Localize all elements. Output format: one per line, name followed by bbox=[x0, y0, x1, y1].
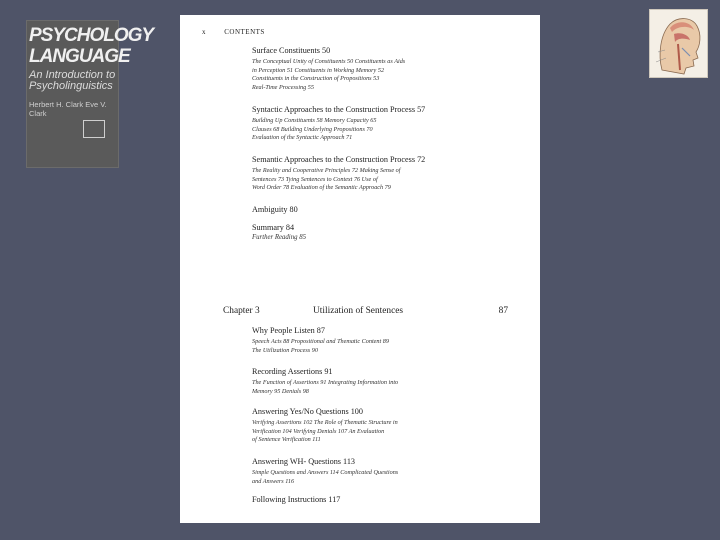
chapter-page: 87 bbox=[498, 306, 508, 316]
book-cover-image bbox=[26, 20, 154, 168]
toc-heading: Answering Yes/No Questions 100 bbox=[252, 407, 363, 416]
toc-heading: Why People Listen 87 bbox=[252, 326, 325, 335]
toc-subentries: Further Reading 85 bbox=[252, 234, 306, 241]
chapter-label: Chapter 3 bbox=[223, 306, 260, 316]
cover-subtitle: An Introduction to Psycholinguistics bbox=[29, 69, 116, 92]
toc-subentries: The Reality and Cooperative Principles 72 Making Sense of Sentences 73 Tying Sentences to Context 76 Use of Word Order 78 Evaluation of the Semantic Approach 79 bbox=[252, 167, 401, 192]
cover-title-line2: LANGUAGE bbox=[29, 46, 130, 67]
chapter-title: Utilization of Sentences bbox=[313, 306, 404, 316]
head-anatomy-illustration bbox=[649, 9, 708, 78]
page-header bbox=[202, 28, 265, 36]
header-label: CONTENTS bbox=[224, 28, 265, 36]
toc-heading: Syntactic Approaches to the Construction Process 57 bbox=[252, 105, 426, 114]
toc-section bbox=[252, 326, 472, 355]
toc-section bbox=[252, 105, 472, 143]
toc-subentries: Simple Questions and Answers 114 Complicated Questions and Answers 116 bbox=[252, 469, 399, 485]
toc-heading: Ambiguity 80 bbox=[252, 205, 298, 214]
toc-subentries: The Function of Assertions 91 Integrating Information into Memory 95 Denials 98 bbox=[252, 379, 399, 395]
toc-section bbox=[252, 205, 472, 214]
toc-section bbox=[252, 223, 472, 243]
toc-section bbox=[252, 367, 472, 396]
toc-subentries: Verifying Assertions 102 The Role of Thematic Structure in Verification 104 Verifying Denials 107 An Evaluation of Sentence Verification 111 bbox=[252, 419, 398, 444]
toc-section bbox=[252, 495, 472, 504]
toc-section bbox=[252, 46, 472, 92]
toc-heading: Following Instructions 117 bbox=[252, 495, 341, 504]
page-number: x bbox=[202, 28, 206, 36]
cover-authors: Herbert H. Clark Eve V. Clark bbox=[29, 100, 107, 118]
toc-heading: Summary 84 bbox=[252, 223, 295, 232]
toc-section bbox=[252, 407, 472, 445]
toc-heading: Semantic Approaches to the Construction Process 72 bbox=[252, 155, 426, 164]
toc-subentries: Speech Acts 88 Propositional and Thematic Content 89 The Utilization Process 90 bbox=[252, 338, 389, 354]
cover-title-line1: PSYCHOLOGY bbox=[29, 25, 154, 46]
book-page bbox=[180, 15, 540, 523]
toc-heading: Answering WH- Questions 113 bbox=[252, 457, 356, 466]
toc-section bbox=[252, 155, 472, 193]
toc-heading: Recording Assertions 91 bbox=[252, 367, 333, 376]
toc-subentries: Building Up Constituents 58 Memory Capacity 65 Clauses 68 Building Underlying Propositions 70 Evaluation of the Syntactic Approach 71 bbox=[252, 117, 377, 142]
toc-heading: Surface Constituents 50 bbox=[252, 46, 331, 55]
head-anatomy-icon bbox=[650, 10, 707, 77]
toc-section bbox=[252, 457, 472, 486]
toc-subentries: The Conceptual Unity of Constituents 50 Constituents as Aids in Perception 51 Constituents in Working Memory 52 Constituents in the Construction of Propositions 53 Real-Time Processing 55 bbox=[252, 58, 406, 91]
publisher-logo-icon bbox=[83, 120, 105, 138]
